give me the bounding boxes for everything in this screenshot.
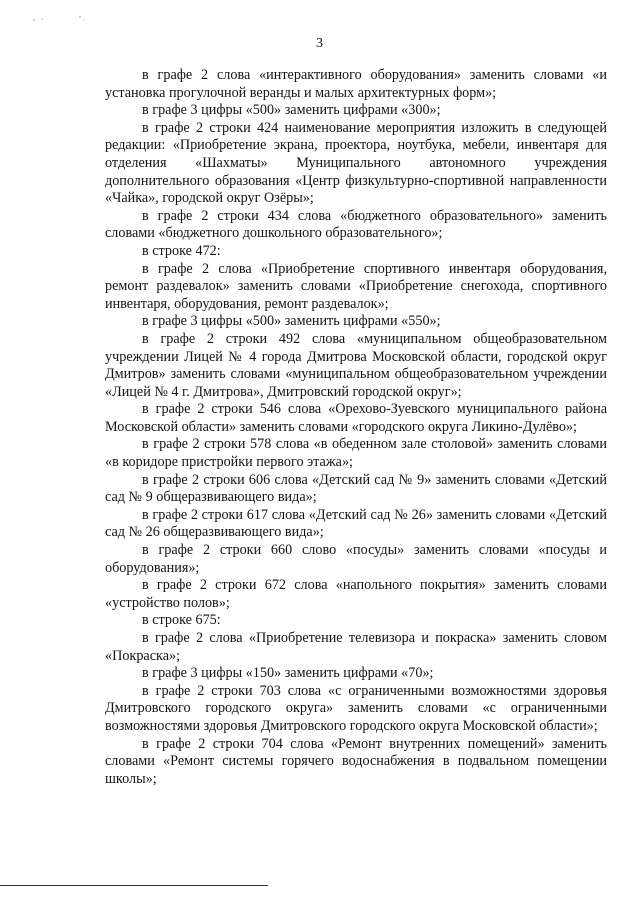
- amendment-paragraph: в графе 2 строки 434 слова «бюджетного образовательного» заменить словами «бюджетного дошкольного образовательного»;: [105, 207, 607, 242]
- footer-divider: [0, 885, 268, 886]
- document-body: [105, 67, 607, 788]
- amendment-paragraph: в графе 3 цифры «150» заменить цифрами «70»;: [142, 665, 434, 682]
- amendment-paragraph: в графе 2 слова «Приобретение спортивного инвентаря оборудования, ремонт раздевалок» заменить словами «Приобретение снегохода, спортивного инвентаря, оборудования, ремонт раздевалок»;: [105, 260, 607, 312]
- amendment-paragraph: в графе 2 слова «интерактивного оборудования» заменить словами «и установка прогулочной веранды и малых архитектурных форм»;: [105, 67, 607, 101]
- amendment-paragraph: в графе 2 строки 606 слова «Детский сад № 9» заменить словами «Детский сад № 9 общеразвивающего вида»;: [105, 471, 607, 506]
- amendment-paragraph: в графе 2 строки 578 слова «в обеденном зале столовой» заменить словами «в коридоре пристройки первого этажа»;: [105, 436, 607, 471]
- amendment-paragraph: в графе 2 строки 672 слова «напольного покрытия» заменить словами «устройство полов»;: [105, 577, 607, 611]
- amendment-paragraph: в графе 2 строки 660 слово «посуды» заменить словами «посуды и оборудования»;: [105, 542, 607, 576]
- amendment-paragraph: в графе 2 строки 617 слова «Детский сад № 26» заменить словами «Детский сад № 26 общеразвивающего вида»;: [105, 506, 607, 541]
- page-number: 3: [316, 36, 323, 51]
- scan-artifact-mark: [30, 14, 90, 24]
- amendment-paragraph: в строке 675:: [142, 612, 221, 629]
- amendment-paragraph: в графе 3 цифры «500» заменить цифрами «300»;: [142, 102, 441, 119]
- amendment-paragraph: в графе 2 строки 704 слова «Ремонт внутренних помещений» заменить словами «Ремонт системы горячего водоснабжения в подвальном помещении школы»;: [105, 735, 607, 787]
- amendment-paragraph: в графе 2 строки 424 наименование мероприятия изложить в следующей редакции: «Приобретение экрана, проектора, ноутбука, мебели, инвентаря для отделения «Шахматы» Муниципального автономного учреждения дополнительного образования «Центр физкультурно-спортивной направленности «Чайка», городской округ Озёры»;: [105, 119, 607, 207]
- amendment-paragraph: в строке 472:: [142, 242, 221, 259]
- amendment-paragraph: в графе 3 цифры «500» заменить цифрами «550»;: [142, 313, 441, 330]
- amendment-paragraph: в графе 2 строки 703 слова «с ограниченными возможностями здоровья Дмитровского городского округа» заменить словами «с ограниченными возможностями здоровья Дмитровского городского округа Московской области»;: [105, 682, 607, 734]
- amendment-paragraph: в графе 2 слова «Приобретение телевизора и покраска» заменить словом «Покраска»;: [105, 630, 607, 664]
- amendment-paragraph: в графе 2 строки 492 слова «муниципальном общеобразовательном учреждении Лицей № 4 города Дмитрова Московской области, городской округ Дмитров» заменить словами «муниципальном общеобразовательном учреждении «Лицей № 4 г. Дмитрова», Дмитровский городской округ»;: [105, 330, 607, 400]
- amendment-paragraph: в графе 2 строки 546 слова «Орехово-Зуевского муниципального района Московской области» заменить словами «городского округа Ликино-Дулёво»;: [105, 401, 607, 435]
